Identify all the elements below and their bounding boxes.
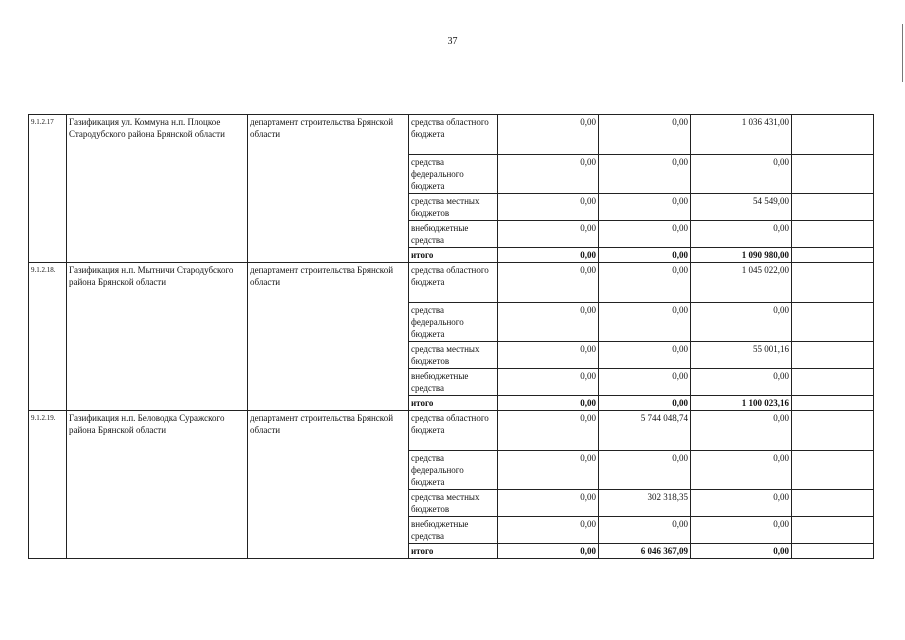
amount-year-2: 0,00	[599, 303, 691, 342]
item-code: 9.1.2.18.	[29, 263, 67, 411]
item-code: 9.1.2.17	[29, 115, 67, 263]
amount-year-1: 0,00	[498, 451, 599, 490]
funding-source: средства местных бюджетов	[409, 342, 498, 369]
amount-year-1: 0,00	[498, 369, 599, 396]
table-body	[29, 115, 874, 559]
amount-year-1: 0,00	[498, 115, 599, 155]
amount-year-3: 0,00	[691, 490, 792, 517]
funding-source: средства федерального бюджета	[409, 451, 498, 490]
empty-cell	[792, 490, 874, 517]
funding-source: средства местных бюджетов	[409, 194, 498, 221]
table-row	[29, 115, 874, 155]
table-row	[29, 263, 874, 303]
table-row	[29, 411, 874, 451]
amount-year-3: 0,00	[691, 369, 792, 396]
amount-year-1: 0,00	[498, 411, 599, 451]
amount-year-3: 0,00	[691, 517, 792, 544]
amount-year-1: 0,00	[498, 221, 599, 248]
empty-cell	[792, 221, 874, 248]
empty-cell	[792, 155, 874, 194]
amount-year-2: 0,00	[599, 517, 691, 544]
funding-source: внебюджетные средства	[409, 517, 498, 544]
funding-source: итого	[409, 248, 498, 263]
funding-source: средства областного бюджета	[409, 411, 498, 451]
amount-year-2: 0,00	[599, 221, 691, 248]
amount-year-2: 0,00	[599, 155, 691, 194]
amount-year-2: 6 046 367,09	[599, 544, 691, 559]
empty-cell	[792, 303, 874, 342]
empty-cell	[792, 369, 874, 396]
amount-year-3: 0,00	[691, 221, 792, 248]
funding-source: средства местных бюджетов	[409, 490, 498, 517]
item-executor: департамент строительства Брянской области	[248, 263, 409, 411]
amount-year-3: 55 001,16	[691, 342, 792, 369]
amount-year-2: 0,00	[599, 369, 691, 396]
funding-source: средства областного бюджета	[409, 115, 498, 155]
amount-year-1: 0,00	[498, 194, 599, 221]
amount-year-1: 0,00	[498, 544, 599, 559]
amount-year-1: 0,00	[498, 517, 599, 544]
page-number: 37	[447, 36, 458, 47]
empty-cell	[792, 115, 874, 155]
item-name: Газификация н.п. Беловодка Суражского района Брянской области	[67, 411, 248, 559]
amount-year-3: 0,00	[691, 155, 792, 194]
empty-cell	[792, 194, 874, 221]
amount-year-3: 1 045 022,00	[691, 263, 792, 303]
amount-year-3: 0,00	[691, 411, 792, 451]
amount-year-3: 1 036 431,00	[691, 115, 792, 155]
amount-year-1: 0,00	[498, 396, 599, 411]
amount-year-2: 0,00	[599, 115, 691, 155]
item-executor: департамент строительства Брянской области	[248, 411, 409, 559]
amount-year-1: 0,00	[498, 303, 599, 342]
amount-year-1: 0,00	[498, 248, 599, 263]
funding-table	[28, 114, 874, 559]
amount-year-2: 0,00	[599, 248, 691, 263]
amount-year-2: 0,00	[599, 342, 691, 369]
amount-year-2: 0,00	[599, 194, 691, 221]
amount-year-1: 0,00	[498, 490, 599, 517]
empty-cell	[792, 342, 874, 369]
amount-year-3: 0,00	[691, 544, 792, 559]
item-name: Газификация н.п. Мытничи Стародубского района Брянской области	[67, 263, 248, 411]
funding-source: средства федерального бюджета	[409, 303, 498, 342]
amount-year-3: 0,00	[691, 451, 792, 490]
item-executor: департамент строительства Брянской области	[248, 115, 409, 263]
funding-source: внебюджетные средства	[409, 221, 498, 248]
amount-year-1: 0,00	[498, 155, 599, 194]
amount-year-3: 0,00	[691, 303, 792, 342]
empty-cell	[792, 396, 874, 411]
amount-year-2: 302 318,35	[599, 490, 691, 517]
amount-year-2: 0,00	[599, 451, 691, 490]
amount-year-2: 0,00	[599, 263, 691, 303]
item-name: Газификация ул. Коммуна н.п. Плоцкое Стародубского района Брянской области	[67, 115, 248, 263]
empty-cell	[792, 544, 874, 559]
empty-cell	[792, 263, 874, 303]
empty-cell	[792, 517, 874, 544]
empty-cell	[792, 248, 874, 263]
funding-source: внебюджетные средства	[409, 369, 498, 396]
empty-cell	[792, 451, 874, 490]
funding-source: итого	[409, 544, 498, 559]
funding-source: итого	[409, 396, 498, 411]
funding-source: средства федерального бюджета	[409, 155, 498, 194]
amount-year-2: 0,00	[599, 396, 691, 411]
item-code: 9.1.2.19.	[29, 411, 67, 559]
amount-year-1: 0,00	[498, 263, 599, 303]
funding-source: средства областного бюджета	[409, 263, 498, 303]
page-edge-line	[902, 24, 903, 82]
amount-year-1: 0,00	[498, 342, 599, 369]
amount-year-3: 1 090 980,00	[691, 248, 792, 263]
amount-year-3: 54 549,00	[691, 194, 792, 221]
amount-year-2: 5 744 048,74	[599, 411, 691, 451]
amount-year-3: 1 100 023,16	[691, 396, 792, 411]
empty-cell	[792, 411, 874, 451]
